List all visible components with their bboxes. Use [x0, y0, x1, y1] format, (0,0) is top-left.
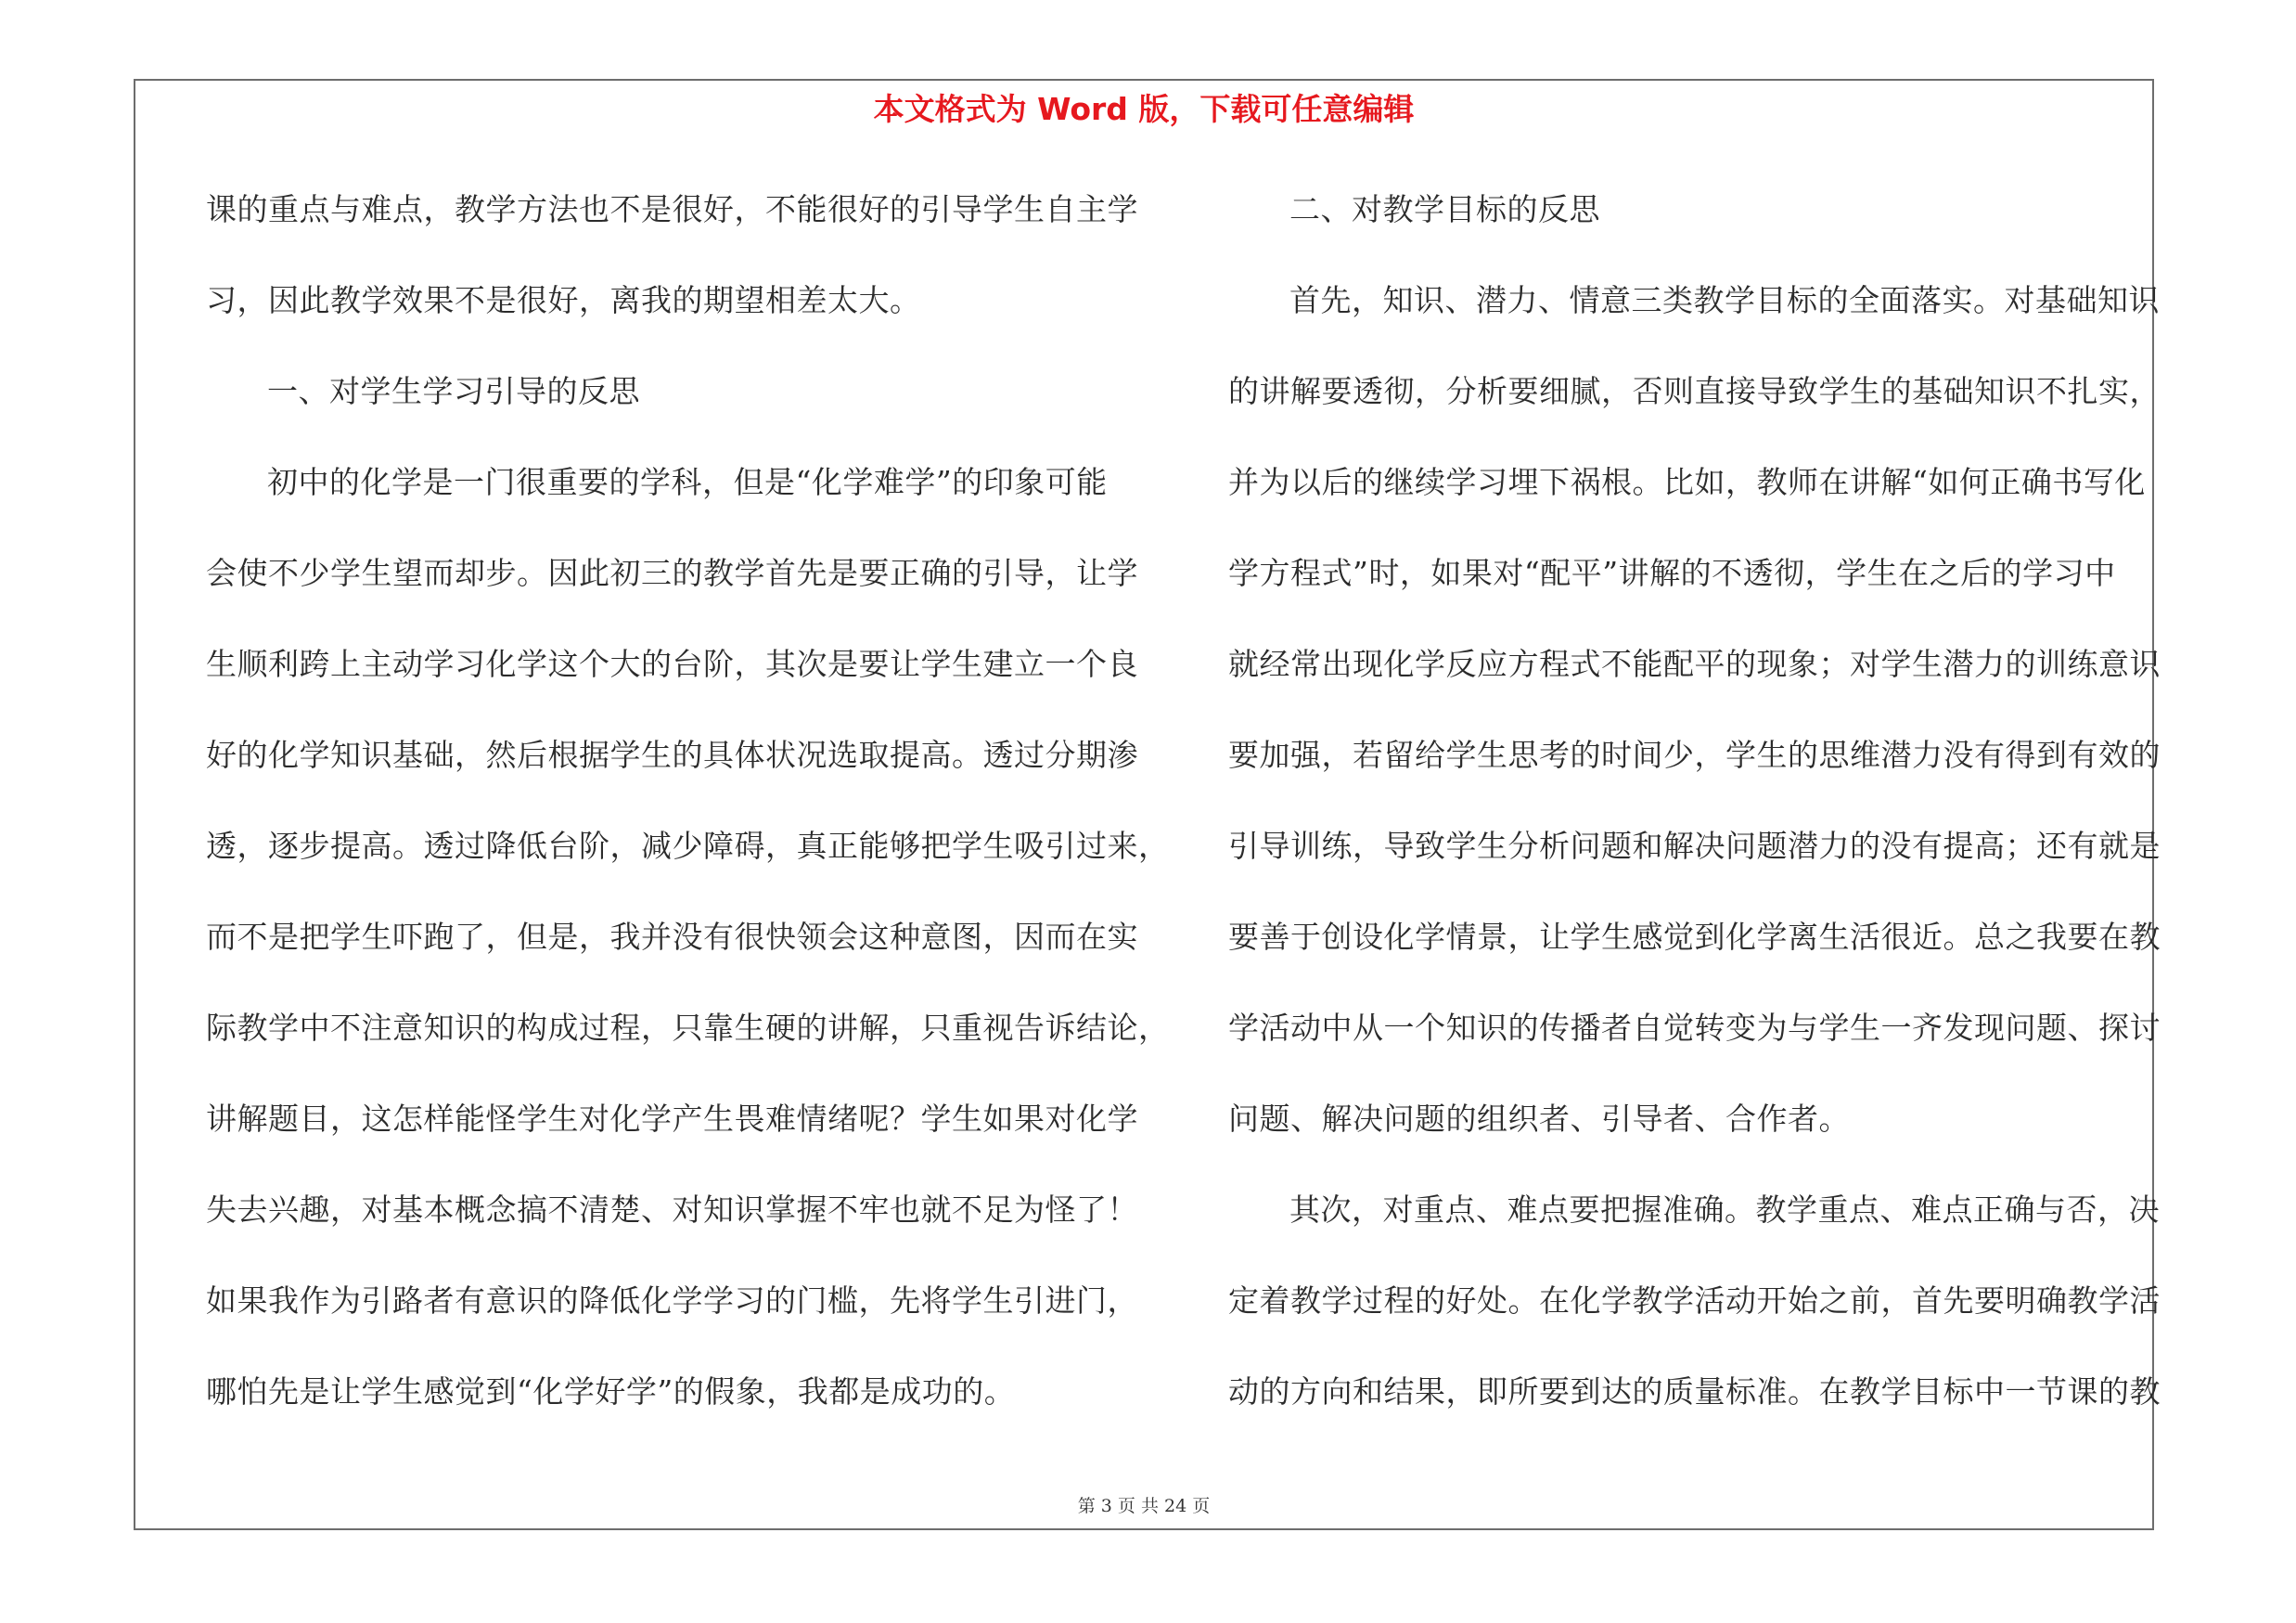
text-line: 失去兴趣，对基本概念搞不清楚、对知识掌握不牢也就不足为怪了！	[206, 1191, 1138, 1228]
page-footer: 第 3 页 共 24 页	[1077, 1496, 1211, 1516]
text-line: 二、对教学目标的反思	[1289, 191, 1600, 227]
text-line: 际教学中不注意知识的构成过程，只靠生硬的讲解，只重视告诉结论，	[206, 1010, 1170, 1046]
right-column	[1228, 179, 2161, 1452]
text-line: 引导训练，导致学生分析问题和解决问题潜力的没有提高；还有就是	[1228, 828, 2161, 864]
text-line: 学方程式”时，如果对“配平”讲解的不透彻，学生在之后的学习中	[1228, 555, 2116, 591]
text-line: 哪怕先是让学生感觉到“化学好学”的假象，我都是成功的。	[206, 1373, 1016, 1410]
text-line: 课的重点与难点，教学方法也不是很好，不能很好的引导学生自主学	[206, 191, 1138, 227]
text-line: 学活动中从一个知识的传播者自觉转变为与学生一齐发现问题、探讨	[1228, 1010, 2161, 1046]
text-line: 讲解题目，这怎样能怪学生对化学产生畏难情绪呢？学生如果对化学	[206, 1101, 1138, 1137]
text-line: 如果我作为引路者有意识的降低化学学习的门槛，先将学生引进门，	[206, 1282, 1138, 1319]
text-line: 习，因此教学效果不是很好，离我的期望相差太大。	[206, 282, 921, 318]
text-line: 要善于创设化学情景，让学生感觉到化学离生活很近。总之我要在教	[1228, 919, 2161, 955]
text-line: 问题、解决问题的组织者、引导者、合作者。	[1228, 1101, 1850, 1137]
text-line: 会使不少学生望而却步。因此初三的教学首先是要正确的引导，让学	[206, 555, 1138, 591]
word-format-banner: 本文格式为 Word 版，下载可任意编辑	[873, 91, 1415, 127]
text-line: 好的化学知识基础，然后根据学生的具体状况选取提高。透过分期渗	[206, 737, 1138, 773]
text-line: 动的方向和结果，即所要到达的质量标准。在教学目标中一节课的教	[1228, 1373, 2161, 1410]
text-line: 初中的化学是一门很重要的学科，但是“化学难学”的印象可能	[267, 464, 1108, 500]
text-line: 生顺利跨上主动学习化学这个大的台阶，其次是要让学生建立一个良	[206, 646, 1138, 682]
text-line: 并为以后的继续学习埋下祸根。比如，教师在讲解“如何正确书写化	[1228, 464, 2146, 500]
text-line: 要加强，若留给学生思考的时间少，学生的思维潜力没有得到有效的	[1228, 737, 2161, 773]
text-line: 一、对学生学习引导的反思	[267, 373, 640, 409]
text-line: 首先，知识、潜力、情意三类教学目标的全面落实。对基础知识	[1289, 282, 2160, 318]
text-line: 其次，对重点、难点要把握准确。教学重点、难点正确与否，决	[1289, 1191, 2160, 1228]
left-column	[206, 179, 1170, 1452]
text-line: 而不是把学生吓跑了，但是，我并没有很快领会这种意图，因而在实	[206, 919, 1138, 955]
text-line: 透，逐步提高。透过降低台阶，减少障碍，真正能够把学生吸引过来，	[206, 828, 1170, 864]
text-line: 就经常出现化学反应方程式不能配平的现象；对学生潜力的训练意识	[1228, 646, 2161, 682]
text-line: 定着教学过程的好处。在化学教学活动开始之前，首先要明确教学活	[1228, 1282, 2161, 1319]
text-line: 的讲解要透彻，分析要细腻，否则直接导致学生的基础知识不扎实，	[1228, 373, 2161, 409]
